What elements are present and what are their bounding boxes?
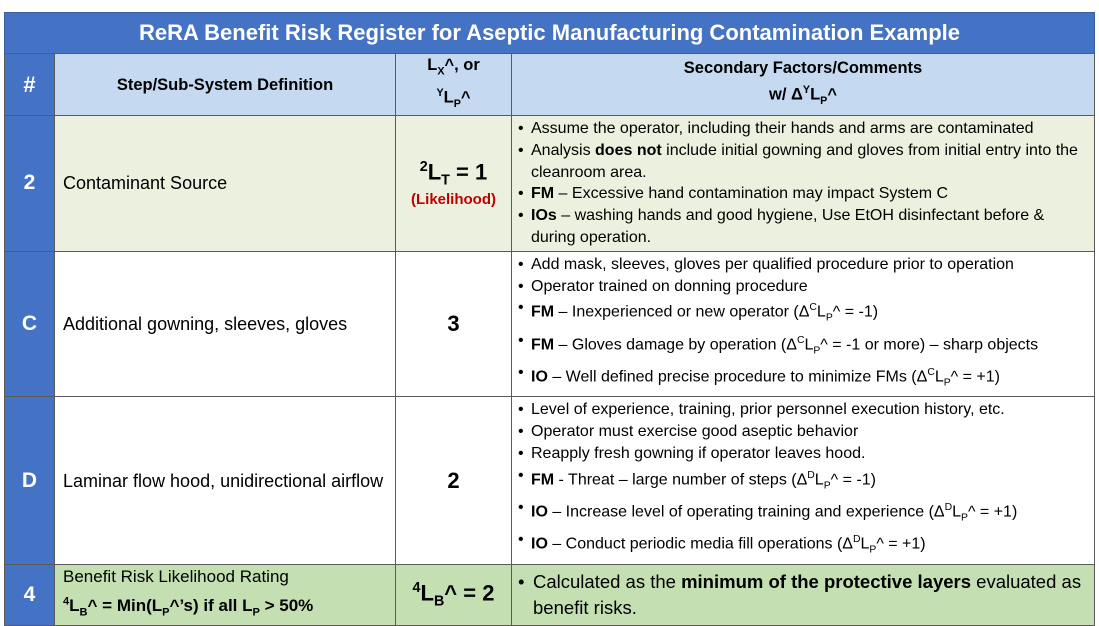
comments	[512, 251, 1095, 397]
table-row	[5, 116, 1095, 252]
likelihood-value: 3	[396, 251, 512, 397]
list-item: • Assume the operator, including their hands and arms are contaminated	[516, 118, 1088, 140]
likelihood-note: (Likelihood)	[411, 190, 496, 208]
step-definition: Additional gowning, sleeves, gloves	[55, 251, 396, 397]
header-comments: Secondary Factors/Comments w/ $\Delta^YL_P\^{}$	[512, 54, 1095, 116]
row-number: C	[5, 251, 55, 397]
list-item: • FM – Inexperienced or new operator $(\Delta^CL_P\^{} = -1)$	[516, 297, 1088, 329]
list-item: • Add mask, sleeves, gloves per qualified procedure prior to operation	[516, 254, 1088, 276]
likelihood-value: $^2L_T = 1$ (Likelihood)	[396, 116, 512, 252]
list-item: • Analysis does not include initial gowning and gloves from initial entry into the cleanroom area.	[516, 140, 1088, 184]
list-item: • FM - Threat – large number of steps $(\Delta^DL_P\^{} = -1)$	[516, 465, 1088, 497]
list-item: • FM – Excessive hand contamination may impact System C	[516, 183, 1088, 205]
summary-row	[5, 564, 1095, 625]
list-item: • Calculated as the minimum of the protective layers evaluated as benefit risks.	[518, 570, 1082, 618]
header-number: #	[5, 54, 55, 116]
table-row	[5, 251, 1095, 397]
table-title: ReRA Benefit Risk Register for Aseptic Manufacturing Contamination Example	[5, 13, 1095, 54]
step-definition: Contaminant Source	[55, 116, 396, 252]
row-number: 2	[5, 116, 55, 252]
list-item: • IO – Well defined precise procedure to minimize FMs $(\Delta^CL_P\^{} = +1)$	[516, 362, 1088, 394]
list-item: • FM – Gloves damage by operation ($\Delta^CL_P\^{} = -1$ or more) – sharp objects	[516, 330, 1088, 362]
header-step: Step/Sub-System Definition	[55, 54, 396, 116]
comments	[512, 397, 1095, 564]
header-row	[5, 54, 1095, 116]
comments	[512, 116, 1095, 252]
risk-register-table	[4, 12, 1095, 626]
table-row	[5, 397, 1095, 564]
likelihood-value: $^4L_B\^{} = 2$	[396, 564, 512, 625]
header-likelihood: $L_X\^{}$, or $^YL_P\^{}$	[396, 54, 512, 116]
step-definition: Laminar flow hood, unidirectional airflow	[55, 397, 396, 564]
list-item: • IO – Conduct periodic media fill operations $(\Delta^DL_P\^{} = +1)$	[516, 529, 1088, 561]
likelihood-value: 2	[396, 397, 512, 564]
title-row	[5, 13, 1095, 54]
summary-step: Benefit Risk Likelihood Rating $^4L_B\^{}$ = $Min(L_P\^{}’s)$ if all $L_P > 50\%$	[55, 564, 396, 625]
list-item: • IOs – washing hands and good hygiene, Use EtOH disinfectant before & during operation.	[516, 205, 1088, 249]
list-item: • Level of experience, training, prior personnel execution history, etc.	[516, 399, 1088, 421]
list-item: • Operator must exercise good aseptic behavior	[516, 421, 1088, 443]
summary-comment	[512, 564, 1095, 625]
list-item: • Reapply fresh gowning if operator leaves hood.	[516, 443, 1088, 465]
list-item: • IO – Increase level of operating training and experience $(\Delta^DL_P\^{} = +1)$	[516, 497, 1088, 529]
row-number: 4	[5, 564, 55, 625]
row-number: D	[5, 397, 55, 564]
list-item: • Operator trained on donning procedure	[516, 276, 1088, 298]
risk-register	[4, 12, 1094, 619]
